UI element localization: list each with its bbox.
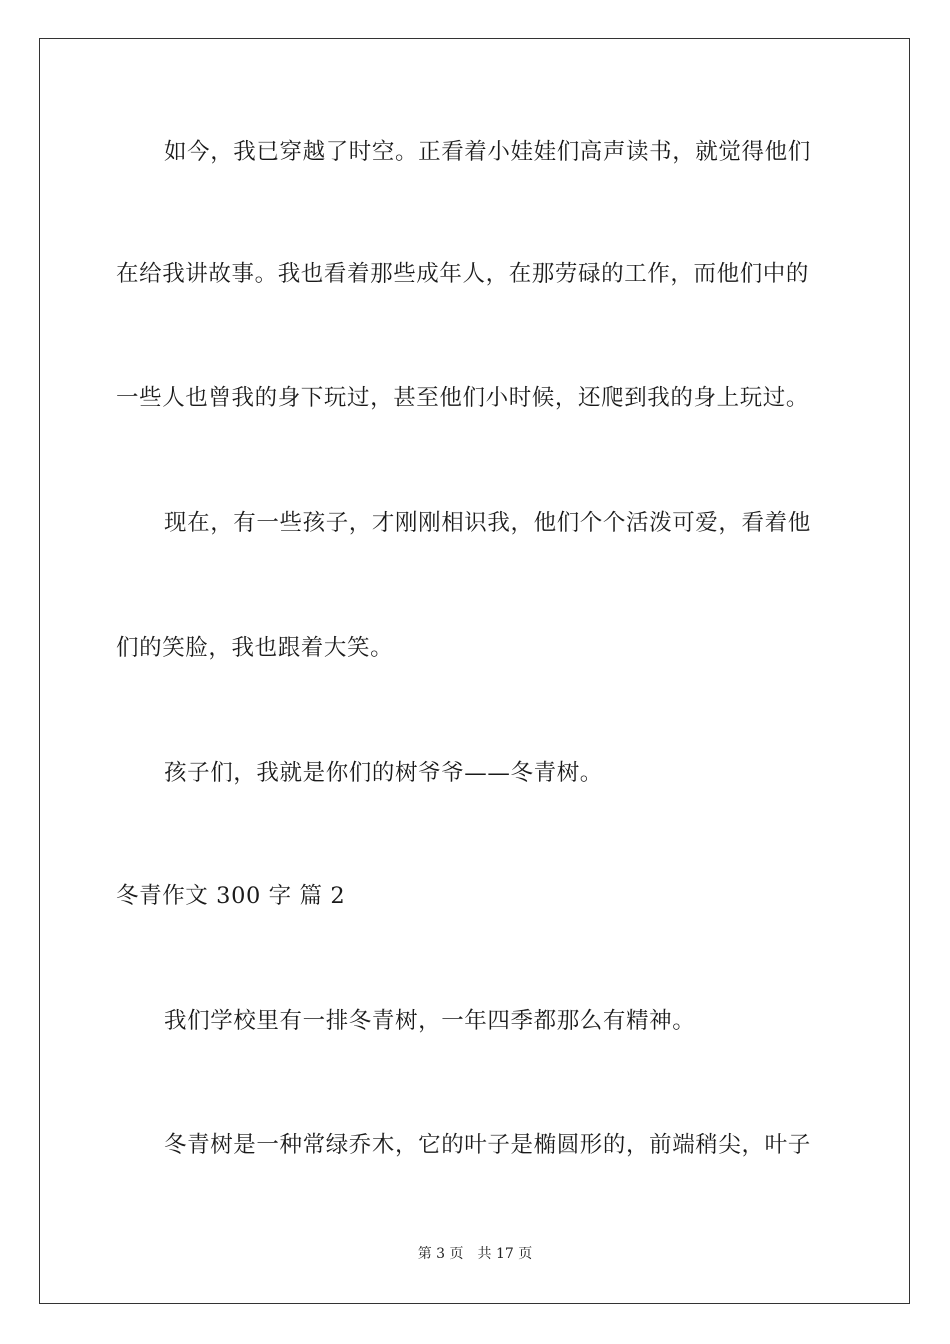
paragraph-line: 如今，我已穿越了时空。正看着小娃娃们高声读书，就觉得他们 [164,139,811,165]
paragraph-line: 冬青树是一种常绿乔木，它的叶子是椭圆形的，前端稍尖，叶子 [164,1132,811,1158]
page-border [39,38,910,1304]
paragraph-line: 现在，有一些孩子，才刚刚相识我，他们个个活泼可爱，看着他 [164,510,811,536]
paragraph-line: 我们学校里有一排冬青树，一年四季都那么有精神。 [164,1008,696,1034]
paragraph-line: 孩子们，我就是你们的树爷爷——冬青树。 [164,760,603,786]
section-heading: 冬青作文 300 字 篇 2 [116,883,346,909]
page-total: 共 17 页 [477,1246,533,1262]
paragraph-line: 一些人也曾我的身下玩过，甚至他们小时候，还爬到我的身上玩过。 [116,385,810,411]
paragraph-line: 们的笑脸，我也跟着大笑。 [116,635,394,661]
page-number: 第 3 页 [417,1246,464,1262]
paragraph-line: 在给我讲故事。我也看着那些成年人，在那劳碌的工作，而他们中的 [116,261,810,287]
page-footer [0,1244,950,1264]
